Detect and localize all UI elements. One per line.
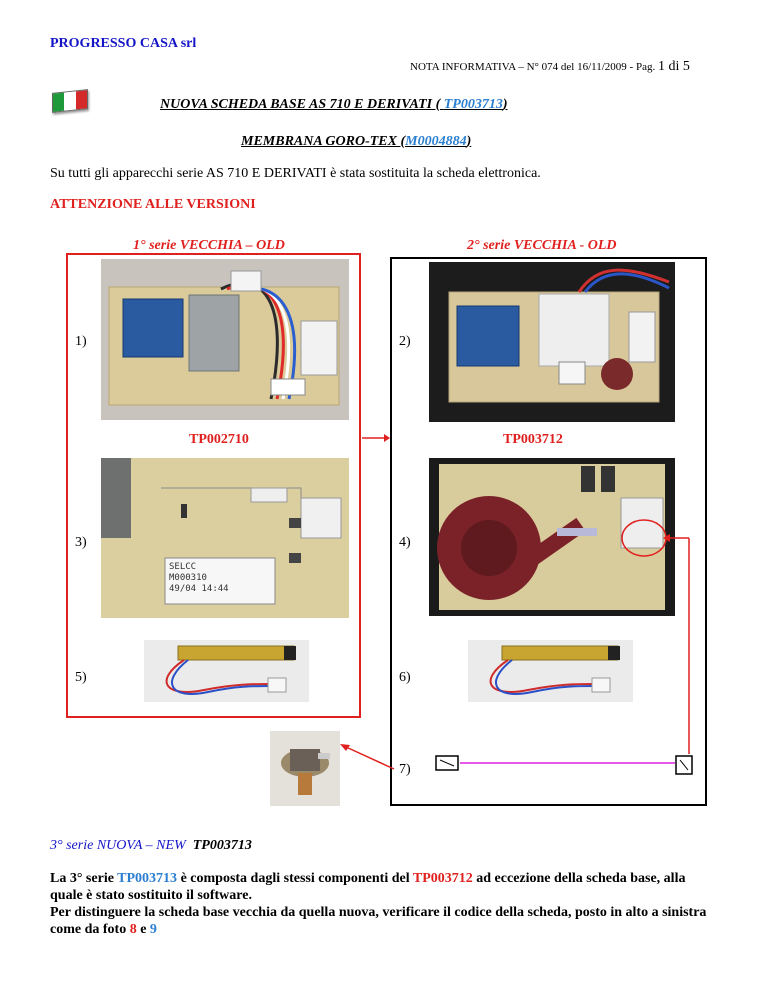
- board-1-illustration: [101, 259, 349, 420]
- sticker-line-3: 49/04 14:44: [169, 584, 229, 594]
- para-1-c: ad eccezione della scheda base, alla quale è stato sostituito il software.: [50, 871, 686, 903]
- photo-number-3: 3): [75, 535, 87, 550]
- keypad-5-illustration: [144, 640, 309, 702]
- sticker-line-2: M000310: [169, 573, 207, 583]
- photo-board-3: [101, 458, 349, 618]
- para-1-code1: TP003713: [117, 871, 178, 886]
- photo-number-6: 6): [399, 670, 411, 685]
- left-column-heading: 1° serie VECCHIA – OLD: [133, 238, 285, 253]
- photo-keypad-5: [144, 640, 309, 702]
- photo-pressure-switch: [270, 731, 340, 806]
- para-1-code2: TP003712: [412, 871, 473, 886]
- arrow-right-icon: [360, 432, 390, 444]
- para-1-a: La 3° serie: [50, 871, 118, 886]
- description-paragraph: [50, 870, 710, 938]
- title-line-1: [160, 97, 508, 113]
- italian-flag-icon: [52, 89, 88, 113]
- right-column-heading: 2° serie VECCHIA - OLD: [467, 238, 617, 253]
- title-2-text: MEMBRANA GORO-TEX (: [241, 134, 406, 149]
- title-line-2: [241, 134, 471, 150]
- photo-board-2: [429, 262, 675, 422]
- photo-board-1: [101, 259, 349, 420]
- board-2-illustration: [429, 262, 675, 422]
- company-name: PROGRESSO CASA srl: [50, 36, 197, 51]
- title-1-close: ): [502, 97, 508, 112]
- para-2-a: Per distinguere la scheda base vecchia da quella nuova, verificare il codice della scheda, posto in alto a sinistra come da foto: [50, 905, 707, 937]
- board-sticker: [169, 562, 229, 595]
- para-2-num1: 8: [129, 922, 137, 937]
- para-1-b: è composta dagli stessi componenti del: [177, 871, 413, 886]
- arrow-to-switch-icon: [338, 742, 396, 772]
- photo-number-5: 5): [75, 670, 87, 685]
- pressure-switch-illustration: [270, 731, 340, 806]
- page-number: 1 di 5: [657, 59, 690, 74]
- sticker-line-1: SELCC: [169, 562, 197, 572]
- photo-number-7: 7): [399, 762, 411, 777]
- intro-text: Su tutti gli apparecchi serie AS 710 E DERIVATI è stata sostituita la scheda elettronica.: [50, 166, 541, 181]
- warning-heading: ATTENZIONE ALLE VERSIONI: [50, 197, 256, 212]
- title-1-text: NUOVA SCHEDA BASE AS 710 E DERIVATI (: [160, 97, 444, 112]
- code-left: TP002710: [189, 432, 249, 447]
- photo-number-4: 4): [399, 535, 411, 550]
- photo-number-1: 1): [75, 334, 87, 349]
- para-2-num2: 9: [149, 922, 157, 937]
- note-prefix: NOTA INFORMATIVA – N° 074 del 16/11/2009 - Pag.: [410, 61, 656, 73]
- para-2-and: e: [136, 922, 150, 937]
- code-right: TP003712: [503, 432, 563, 447]
- section-3-heading: [50, 838, 252, 854]
- section-3-code: TP003713: [192, 838, 252, 853]
- connector-diagram: [430, 530, 700, 780]
- title-2-close: ): [466, 134, 472, 149]
- photo-number-2: 2): [399, 334, 411, 349]
- title-1-code: TP003713: [443, 97, 503, 112]
- note-header: [410, 59, 690, 75]
- section-3-title: 3° serie NUOVA – NEW: [50, 838, 186, 853]
- title-2-code: M0004884: [405, 134, 467, 149]
